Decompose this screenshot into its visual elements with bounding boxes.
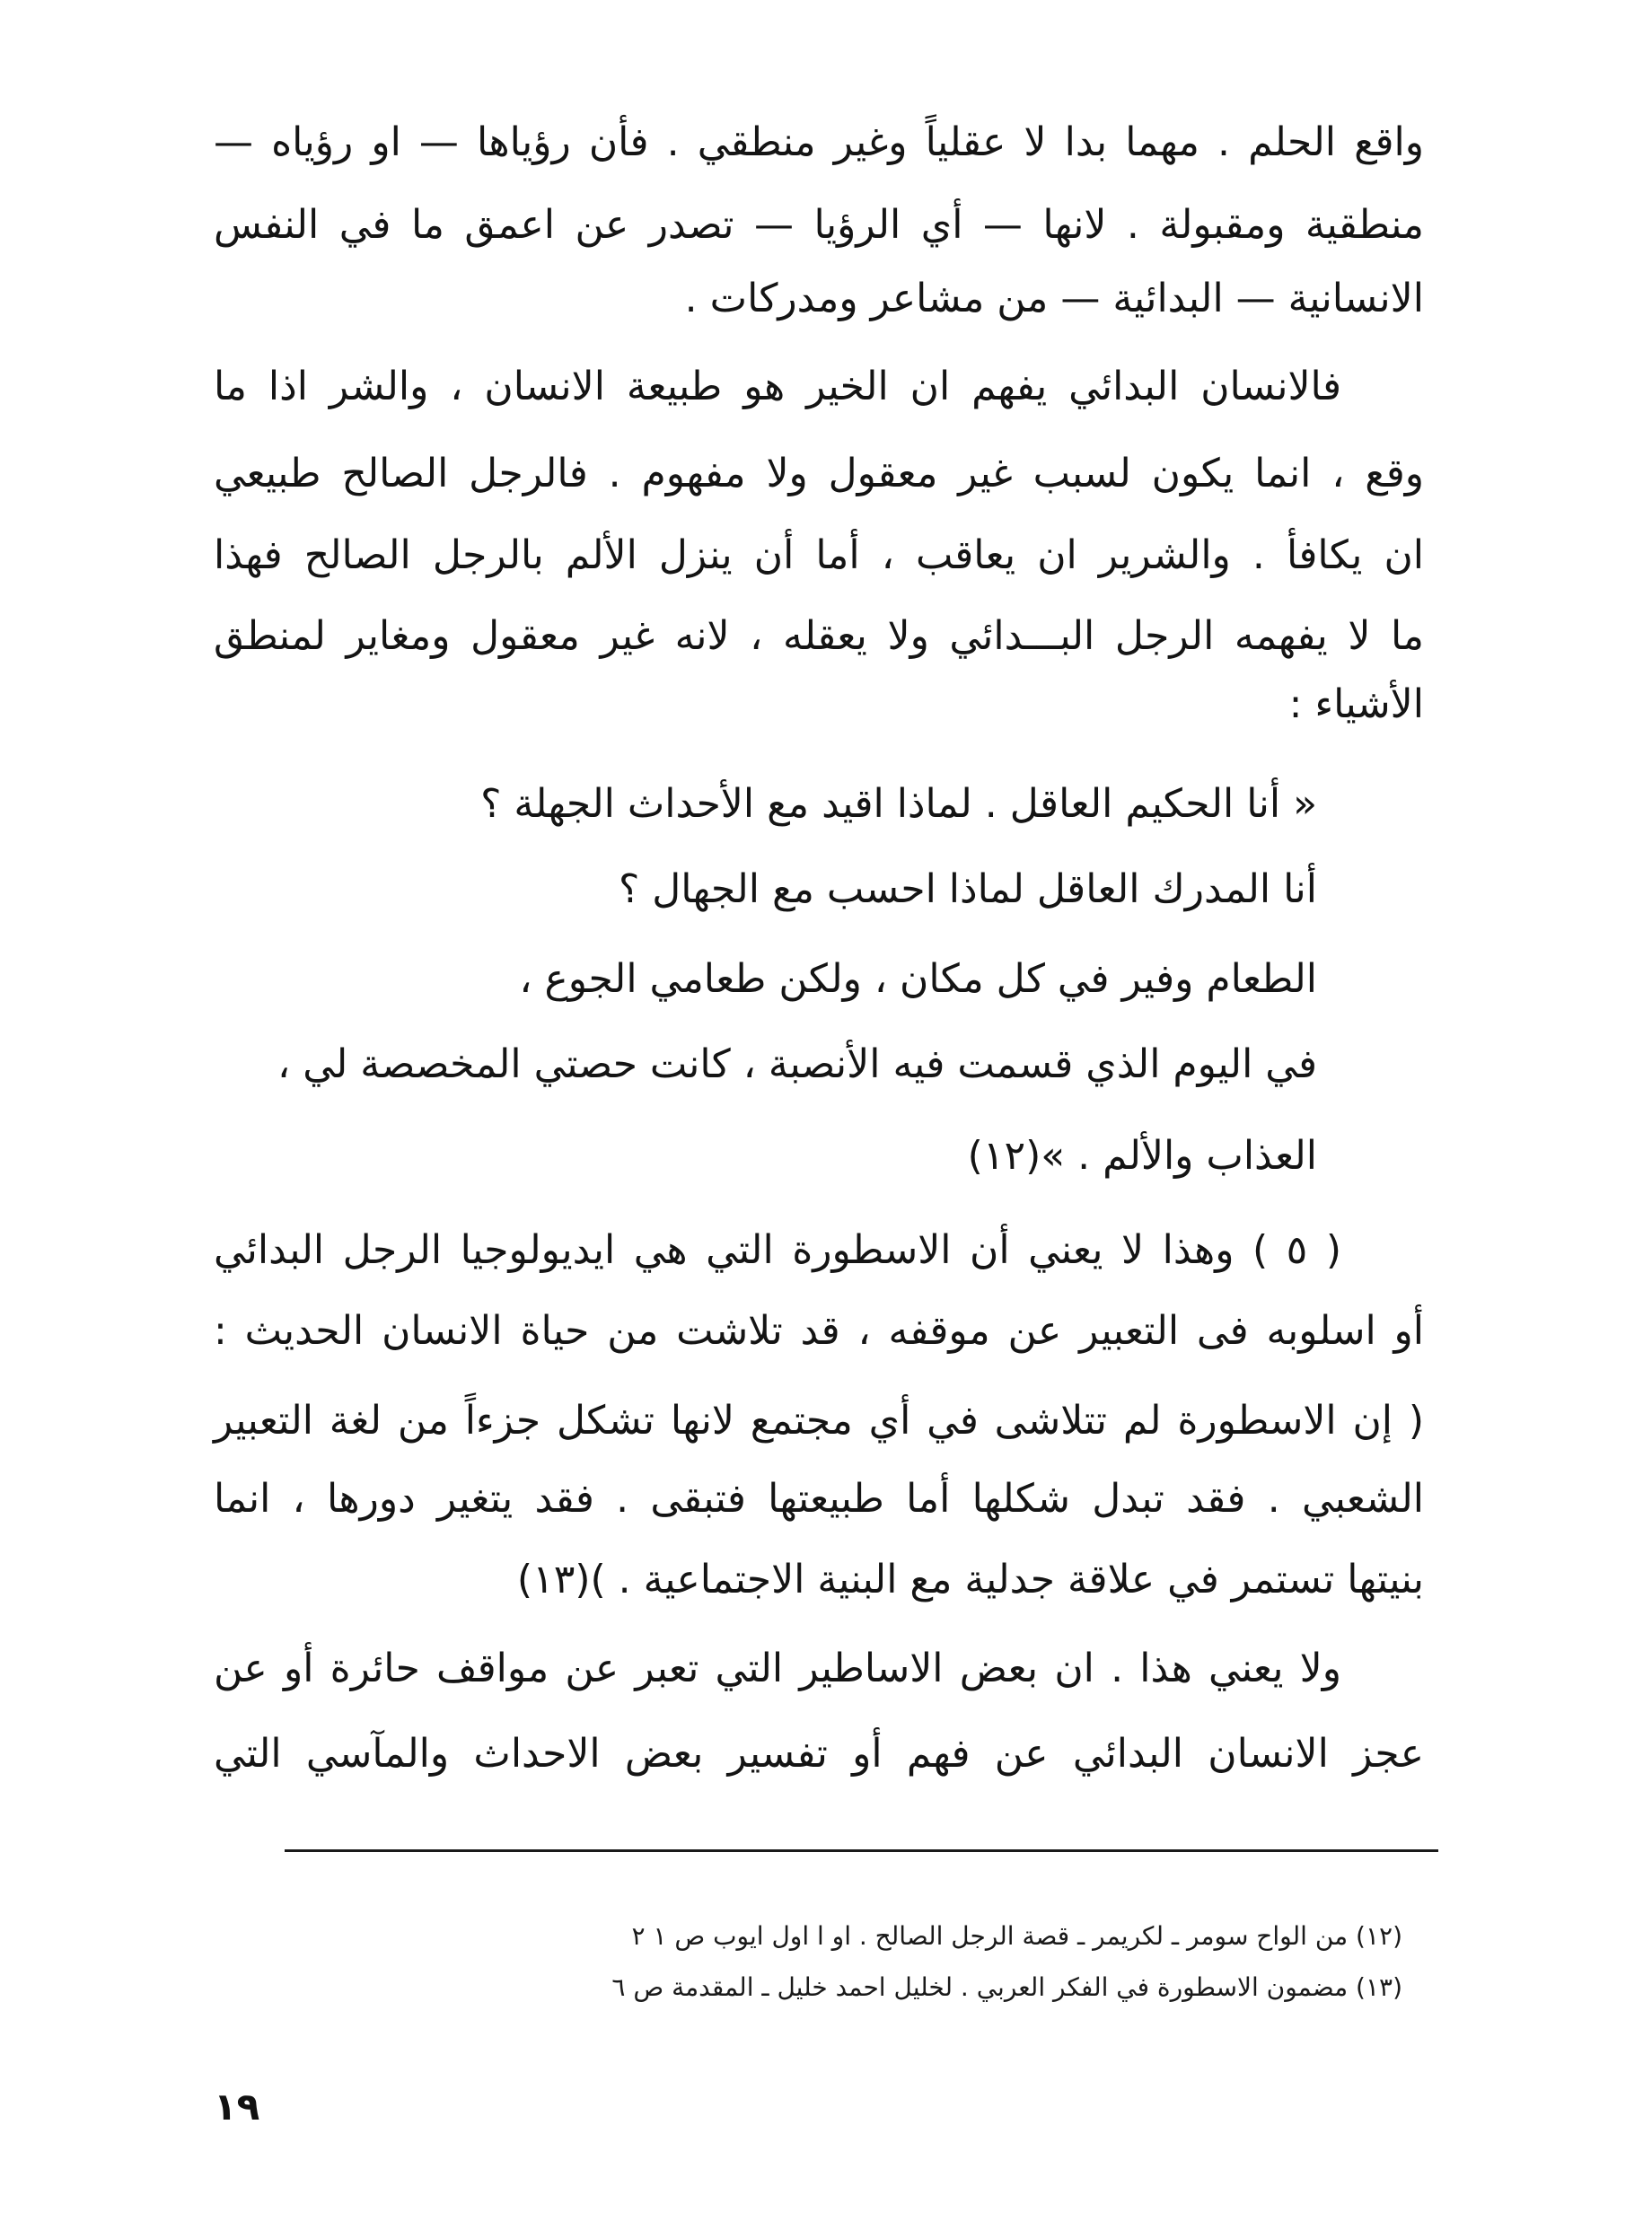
quote-line: « أنا الحكيم العاقل . لماذا اقيد مع الأحداث الجهلة ؟ [480, 781, 1317, 827]
text-line: بنيتها تستمر في علاقة جدلية مع البنية الاجتماعية . )(١٣) [516, 1557, 1424, 1602]
text-line: ان يكافأ . والشرير ان يعاقب ، أما أن ينزل الألم بالرجل الصالح فهذا [214, 532, 1424, 578]
text-line: الأشياء : [1288, 681, 1424, 727]
text-line: واقع الحلم . مهما بدا لا عقلياً وغير منطقي . فأن رؤياها — او رؤياه — [214, 119, 1424, 165]
text-line: ما لا يفهمه الرجل البـــدائي ولا يعقله ، لانه غير معقول ومغاير لمنطق [214, 613, 1424, 659]
quote-line: الطعام وفير في كل مكان ، ولكن طعامي الجوع ، [519, 956, 1317, 1002]
text-line: عجز الانسان البدائي عن فهم أو تفسير بعض الاحداث والمآسي التي [214, 1731, 1424, 1777]
text-line: ( إن الاسطورة لم تتلاشى في أي مجتمع لانها تشكل جزءاً من لغة التعبير [214, 1398, 1424, 1444]
quote-line: أنا المدرك العاقل لماذا احسب مع الجهال ؟ [618, 866, 1317, 912]
quote-line: في اليوم الذي قسمت فيه الأنصبة ، كانت حصتي المخصصة لي ، [277, 1041, 1317, 1087]
page-number: ١٩ [214, 2085, 260, 2129]
text-line: وقع ، انما يكون لسبب غير معقول ولا مفهوم . فالرجل الصالح طبيعي [214, 451, 1424, 496]
text-line: الشعبي . فقد تبدل شكلها أما طبيعتها فتبقى . فقد يتغير دورها ، انما [214, 1476, 1424, 1522]
text-line: ولا يعني هذا . ان بعض الاساطير التي تعبر عن مواقف حائرة أو عن [214, 1646, 1341, 1691]
text-line: منطقية ومقبولة . لانها — أي الرؤيا — تصدر عن اعمق ما في النفس [214, 202, 1424, 248]
footnote-separator [285, 1849, 1438, 1852]
footnote: (١٣) مضمون الاسطورة في الفكر العربي . لخليل احمد خليل ـ المقدمة ص ٦ [611, 1972, 1402, 2002]
quote-line: العذاب والألم . »(١٢) [967, 1133, 1317, 1179]
text-line: فالانسان البدائي يفهم ان الخير هو طبيعة الانسان ، والشر اذا ما [214, 364, 1341, 409]
text-line: ( ٥ ) وهذا لا يعني أن الاسطورة التي هي ايديولوجيا الرجل البدائي [214, 1227, 1341, 1273]
text-line: أو اسلوبه فى التعبير عن موقفه ، قد تلاشت من حياة الانسان الحديث : [214, 1308, 1424, 1354]
footnote: (١٢) من الواح سومر ـ لكريمر ـ قصة الرجل الصالح . او ا اول ايوب ص ١ ٢ [631, 1921, 1402, 1951]
text-line: الانسانية — البدائية — من مشاعر ومدركات . [684, 276, 1424, 321]
